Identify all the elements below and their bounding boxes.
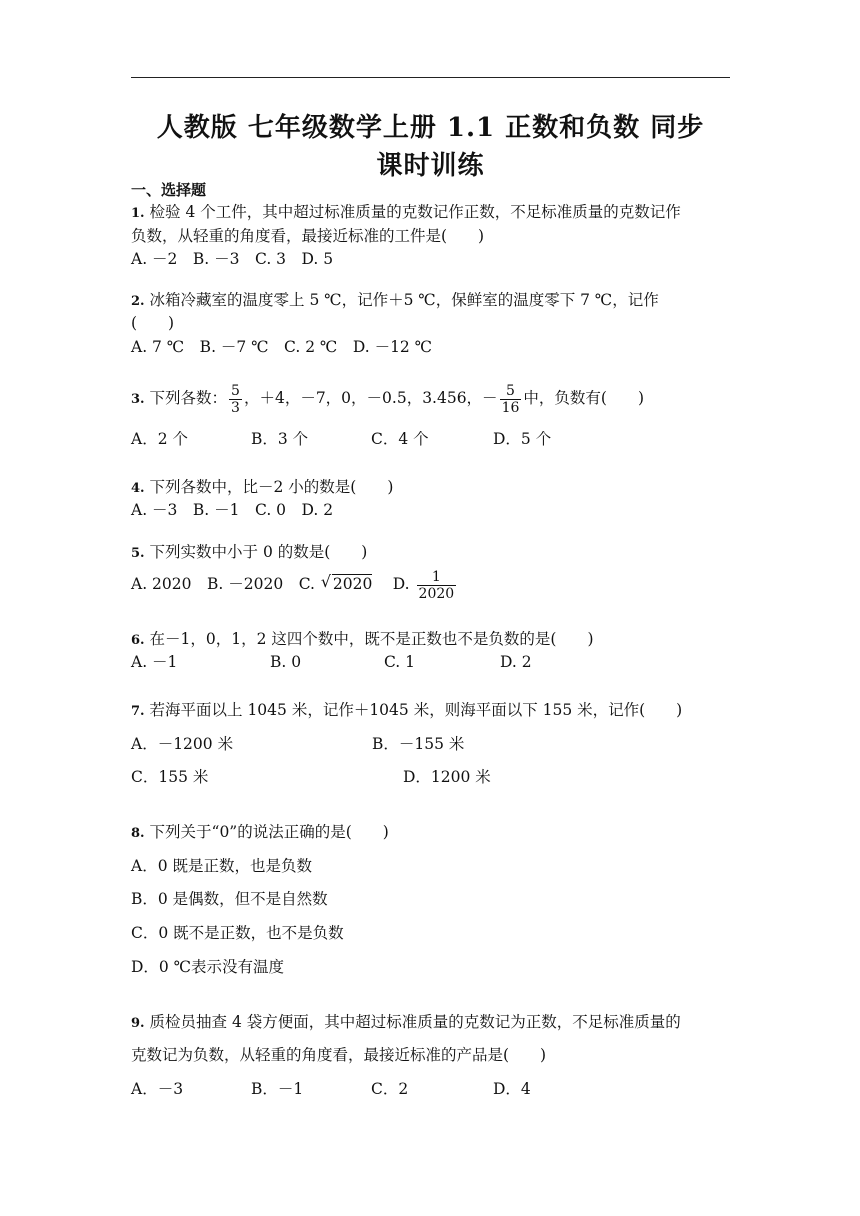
question-2-options: A. 7 ℃ B. －7 ℃ C. 2 ℃ D. －12 ℃ <box>131 338 433 356</box>
section-heading: 一、选择题 <box>131 181 207 199</box>
question-8-option-b: B．0 是偶数，但不是自然数 <box>131 890 328 908</box>
question-2: 2. 冰箱冷藏室的温度零上 5 ℃，记作＋5 ℃，保鲜室的温度零下 7 ℃，记作 <box>131 291 659 309</box>
question-7-options-row1: A．－1200 米 B．－155 米 <box>131 735 465 753</box>
question-5-options: A. 2020 B. －2020 C. √ 2020 D. $\frac{1}{2020}$ <box>131 566 458 602</box>
sqrt-2020: √ 2020 <box>332 574 372 593</box>
question-8-option-c: C．0 既不是正数，也不是负数 <box>131 924 344 942</box>
page-title-line2: 课时训练 <box>376 151 485 181</box>
question-7: 7. 若海平面以上 1045 米，记作＋1045 米，则海平面以下 155 米，记作( ) <box>131 701 683 719</box>
question-5: 5. 下列实数中小于 0 的数是( ) <box>131 543 368 561</box>
question-7-options-row2: C．155 米 D．1200 米 <box>131 768 491 786</box>
question-4-options: A. －3 B. －1 C. 0 D. 2 <box>131 501 334 519</box>
question-3-options: A．2 个 B．3 个 C．4 个 D．5 个 <box>131 430 552 448</box>
question-4: 4. 下列各数中，比－2 小的数是( ) <box>131 478 394 496</box>
question-3: 3. 下列各数： $\frac{5}{3}$ ，＋4，－7，0，－0.5，3.456，－ $\frac{5}{16}$ 中，负数有( ) <box>131 382 644 416</box>
question-9: 9. 质检员抽查 4 袋方便面，其中超过标准质量的克数记为正数，不足标准质量的 <box>131 1013 681 1031</box>
page-title: 人教版 七年级数学上册 1.1 正数和负数 同步 <box>156 113 705 143</box>
question-8-option-a: A．0 既是正数，也是负数 <box>131 857 312 875</box>
header-rule <box>131 77 730 78</box>
fraction-5-16: $\frac{5}{16}$ <box>501 382 520 416</box>
fraction-5-3: $\frac{5}{3}$ <box>231 382 240 416</box>
question-6: 6. 在－1，0，1，2 这四个数中，既不是正数也不是负数的是( ) <box>131 630 594 648</box>
fraction-1-2020: $\frac{1}{2020}$ <box>418 568 455 602</box>
question-6-options: A. －1 B. 0 C. 1 D. 2 <box>131 653 532 671</box>
question-1-line2: 负数，从轻重的角度看，最接近标准的工件是( ) <box>131 227 485 245</box>
question-8: 8. 下列关于“0”的说法正确的是( ) <box>131 823 389 841</box>
question-8-option-d: D．0 ℃表示没有温度 <box>131 958 285 976</box>
question-1-options: A. －2 B. －3 C. 3 D. 5 <box>131 250 334 268</box>
question-9-line2: 克数记为负数，从轻重的角度看，最接近标准的产品是( ) <box>131 1046 547 1064</box>
question-9-options: A．－3 B．－1 C．2 D．4 <box>131 1080 531 1098</box>
question-2-line2: ( ) <box>131 314 175 332</box>
question-1: 1. 检验 4 个工件，其中超过标准质量的克数记作正数，不足标准质量的克数记作 <box>131 203 681 221</box>
